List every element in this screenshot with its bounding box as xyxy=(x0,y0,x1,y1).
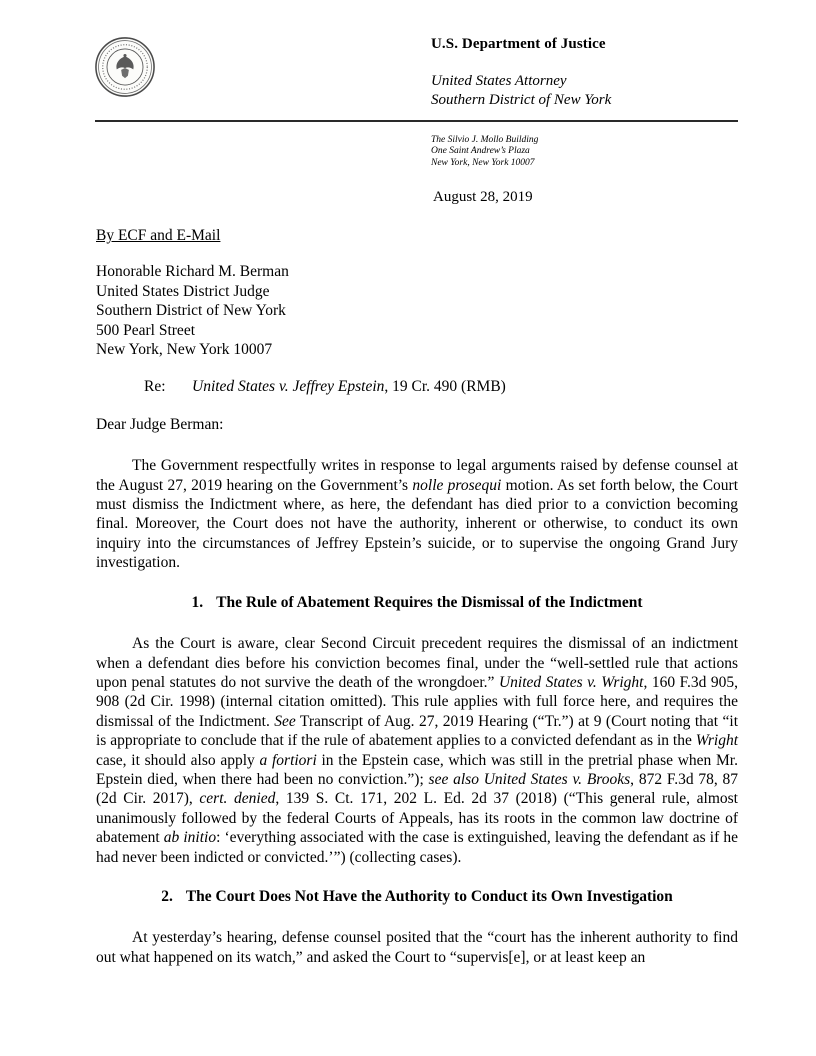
body-paragraph: The Government respectfully writes in response to legal arguments raised by defense counsel at the August 27, 2019 hearing on the Government’s nolle prosequi motion. As set forth below, the Court must dismiss the Indictment where, as here, the defendant has died prior to a conviction becoming final. Moreover, the Court does not have the authority, inherent or otherwise, to conduct its own inquiry into the circumstances of Jeffrey Epstein’s suicide, or to supervise the ongoing Grand Jury investigation. xyxy=(96,457,738,572)
section-title: The Court Does Not Have the Authority to Conduct its Own Investigation xyxy=(185,887,673,905)
doj-seal-icon xyxy=(94,36,156,98)
letterhead-agency: U.S. Department of Justice xyxy=(431,36,606,52)
address-line: New York, New York 10007 xyxy=(431,157,535,168)
letterhead xyxy=(431,36,611,109)
letterhead-office: United States Attorney xyxy=(431,73,567,89)
letter-body xyxy=(96,456,738,967)
body-paragraph: At yesterday’s hearing, defense counsel posited that the “court has the inherent authority to find out what happened on its watch,” and asked the Court to “supervis[e], or at least keep an xyxy=(96,929,738,966)
delivery-method: By ECF and E-Mail xyxy=(96,227,221,244)
recipient-line: 500 Pearl Street xyxy=(96,321,196,339)
letterhead-divider xyxy=(95,120,738,122)
re-label: Re: xyxy=(144,378,166,396)
recipient-line: Honorable Richard M. Berman xyxy=(96,263,289,281)
section-number: 1. xyxy=(191,593,204,611)
salutation: Dear Judge Berman: xyxy=(96,415,224,433)
letter-date: August 28, 2019 xyxy=(433,189,533,205)
section-heading xyxy=(96,887,738,906)
letterhead-district: Southern District of New York xyxy=(431,91,612,108)
section-heading xyxy=(96,593,738,612)
recipient-line: Southern District of New York xyxy=(96,302,286,320)
body-paragraph: As the Court is aware, clear Second Circuit precedent requires the dismissal of an indictment when a defendant dies before his conviction becomes final, under the “well-settled rule that actions upon penal statutes do not survive the death of the wrongdoer.” United States v. Wright, 160 F.3d 905, 908 (2d Cir. 1998) (internal citation omitted). This rule applies with full force here, and requires the dismissal of the Indictment. See Transcript of Aug. 27, 2019 Hearing (“Tr.”) at 9 (Court noting that “it is appropriate to conclude that if the rule of abatement applies to a convicted defendant as in the Wright case, it should also apply a fortiori in the Epstein case, which was still in the pretrial phase when Mr. Epstein died, when there had been no conviction.”); see also United States v. Brooks, 872 F.3d 78, 87 (2d Cir. 2017), cert. denied, 139 S. Ct. 171, 202 L. Ed. 2d 37 (2018) (“This general rule, almost unanimously followed by the federal Courts of Appeals, has its roots in the common law doctrine of abatement ab initio: ‘everything associated with the case is extinguished, leaving the defendant as if he had never been indicted or convicted.’”) (collecting cases). xyxy=(96,635,738,866)
re-case-number: , 19 Cr. 490 (RMB) xyxy=(384,378,506,396)
letter-content xyxy=(96,226,738,967)
letterhead-building-address xyxy=(431,135,538,169)
recipient-line: New York, New York 10007 xyxy=(96,341,273,359)
re-line xyxy=(96,377,738,396)
address-line: The Silvio J. Mollo Building xyxy=(431,135,539,145)
section-number: 2. xyxy=(161,887,173,905)
re-case-name: United States v. Jeffrey Epstein xyxy=(192,378,385,396)
recipient-address xyxy=(96,262,738,359)
recipient-line: United States District Judge xyxy=(96,282,270,300)
section-title: The Rule of Abatement Requires the Dismissal of the Indictment xyxy=(216,593,643,611)
address-line: One Saint Andrew’s Plaza xyxy=(431,146,530,157)
